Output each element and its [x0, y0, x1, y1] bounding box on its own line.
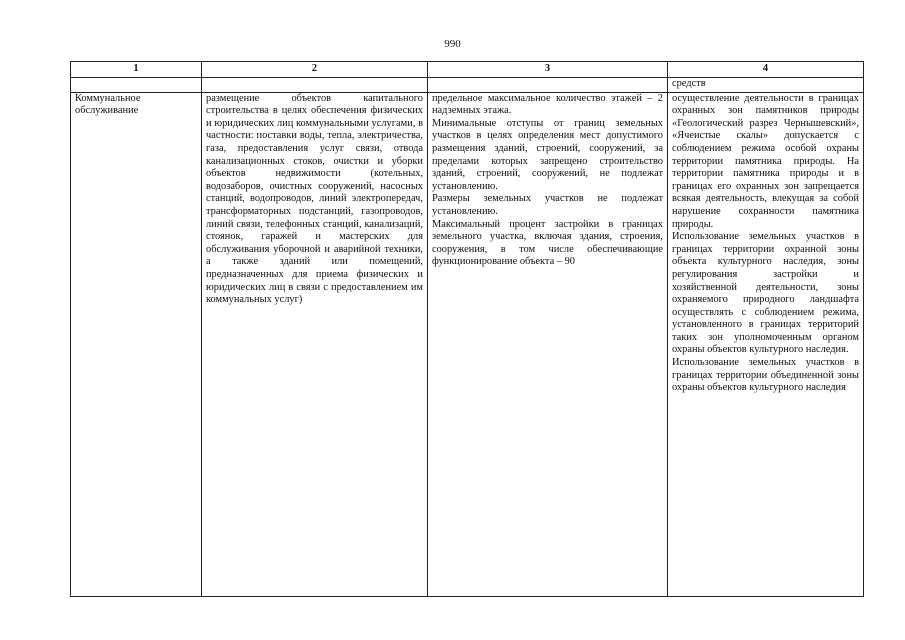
table-cell	[428, 77, 668, 92]
restriction-paragraph: Использование земельных участков в границах территории охранной зоны объекта культурного наследия, зоны регулирования застройки и хозяйственной деятельности, зоны охраняемого природного ландшафта осуществлять с соблюдением режима, установленного в границах территорий таких зон уполномоченным органом охраны объектов культурного наследия.	[672, 231, 859, 356]
table-row-continuation	[71, 77, 864, 92]
page-number: 990	[444, 38, 461, 50]
table-header-row	[71, 62, 864, 78]
land-use-type-cell	[71, 92, 202, 596]
restriction-paragraph: Использование земельных участков в границах территории объединенной зоны охраны объектов культурного наследия	[672, 357, 859, 394]
table-row	[71, 92, 864, 596]
land-use-description-text: размещение объектов капитального строительства в целях обеспечения физических и юридических лиц коммунальными услугами, в частности: поставки воды, тепла, электричества, газа, предоставления услуг связи, отвода канализационных стоков, очистки и уборки объектов недвижимости (котельных, водозаборов, очистных сооружений, насосных станций, водопроводов, линий электропередач, трансформаторных подстанций, газопроводов, линий связи, телефонных станций, канализаций, стоянок, гаражей и мастерских для обслуживания уборочной и аварийной техники, а также зданий или помещений, предназначенных для приема физических и юридических лиц в связи с предоставлением им коммунальных услуг)	[206, 92, 423, 306]
parameter-paragraph: предельное максимальное количество этажей – 2 надземных этажа.	[432, 92, 663, 117]
parameter-paragraph: Минимальные отступы от границ земельных участков в целях определения мест допустимого размещения зданий, строений, сооружений, за пределами которых запрещено строительство зданий, строений, сооружений, не подлежат установлению.	[432, 117, 663, 192]
column-header-2: 2	[202, 62, 428, 78]
column-header-4: 4	[668, 62, 864, 78]
restriction-paragraph: осуществление деятельности в границах охранных зон памятников природы «Геологический разрез Чернышевский», «Ячеистые скалы» допускается с соблюдением режима особой охраны территории памятника природы. На территории памятника природы и в границах его охранных зон запрещается всякая деятельность, влекущая за собой нарушение сохранности памятника природы.	[672, 92, 859, 230]
construction-parameters-cell	[428, 92, 668, 596]
land-use-type-text: Коммунальное обслуживание	[75, 92, 141, 117]
restrictions-cell	[668, 92, 864, 596]
column-header-1: 1	[71, 62, 202, 78]
column-header-3: 3	[428, 62, 668, 78]
regulations-table	[70, 61, 864, 597]
parameter-paragraph: Максимальный процент застройки в границах земельного участка, включая здания, строения, сооружения, в том числе обеспечивающие функционирование объекта – 90	[432, 218, 663, 268]
table-cell: средств	[668, 77, 864, 92]
land-use-description-cell	[202, 92, 428, 596]
table-cell	[71, 77, 202, 92]
parameter-paragraph: Размеры земельных участков не подлежат установлению.	[432, 193, 663, 217]
table-cell	[202, 77, 428, 92]
